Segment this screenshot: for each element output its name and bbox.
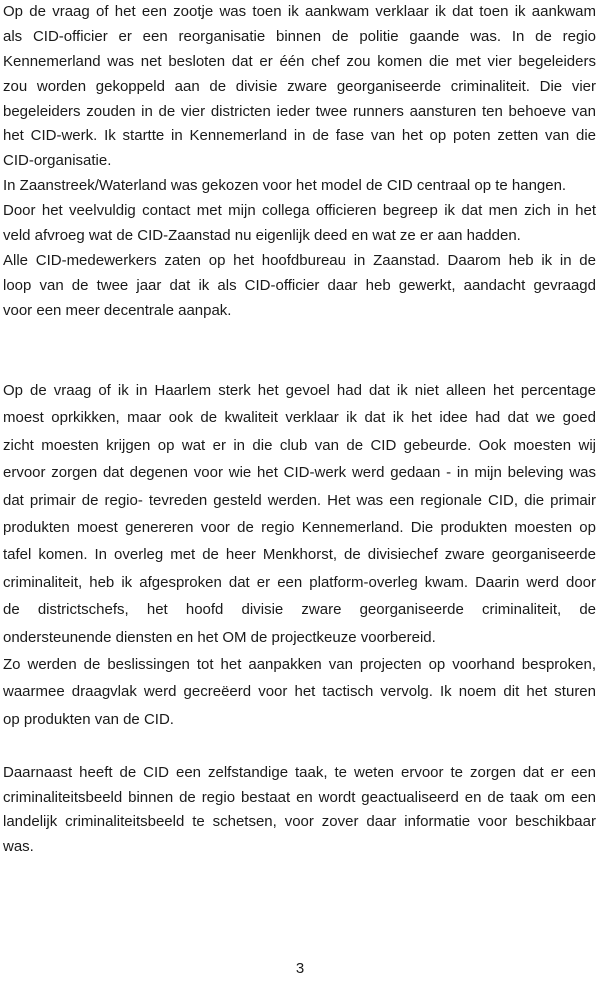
paragraph-3 [3, 761, 596, 860]
text-line: waarmee draagvlak werd gecreëerd voor het tactisch vervolg. Ik noem dit het sturen [3, 683, 596, 701]
text-line: produkten moest genereren voor de regio Kennemerland. Die produkten moesten op [3, 518, 596, 536]
text-line: begeleiders zouden in de vier districten ieder twee runners aansturen ten behoeve van [3, 102, 596, 120]
text-line: Op de vraag of ik in Haarlem sterk het gevoel had dat ik niet alleen het percentage [3, 382, 596, 399]
text-line: ondersteunende diensten en het OM de projectkeuze voorbereid. [3, 628, 436, 646]
paragraph-2 [3, 377, 596, 733]
text-line: veld afvroeg wat de CID-Zaanstad nu eigenlijk deed en wat ze er aan hadden. [3, 227, 521, 245]
text-line: criminaliteitsbeeld binnen de regio bestaat en wordt geactualiseerd en de taak om een [3, 788, 596, 806]
text-line: In Zaanstreek/Waterland was gekozen voor het model de CID centraal op te hangen. [3, 177, 567, 195]
text-line: dat primair de regio- tevreden gesteld werden. Het was een regionale CID, die primair [3, 491, 596, 509]
text-line: Alle CID-medewerkers zaten op het hoofdbureau in Zaanstad. Daarom heb ik in de [3, 251, 596, 269]
text-line: het CID-werk. Ik startte in Kennemerland in de fase van het op poten zetten van die [3, 127, 596, 145]
text-line: zou worden gekoppeld aan de divisie zware georganiseerde criminaliteit. Die vier [3, 77, 596, 95]
text-line: was. [3, 838, 34, 856]
text-line: landelijk criminaliteitsbeeld te schetsen, voor zover daar informatie voor beschikbaar [3, 813, 596, 831]
page-number: 3 [295, 960, 305, 977]
text-line: ervoor zorgen dat degenen voor wie het CID-werk werd gedaan - in mijn beleving was [3, 464, 596, 482]
text-line: als CID-officier er een reorganisatie binnen de politie gaande was. In de regio [3, 27, 596, 45]
text-line: tafel komen. In overleg met de heer Menkhorst, de divisiechef zware georganiseerde [3, 546, 596, 564]
paragraph-1 [3, 0, 596, 324]
text-line: CID-organisatie. [3, 152, 112, 170]
text-line: loop van de twee jaar dat ik als CID-officier daar heb gewerkt, aandacht gevraagd [3, 276, 596, 294]
text-line: zicht moesten krijgen op wat er in die club van de CID gebeurde. Ook moesten wij [3, 436, 596, 454]
text-line: Op de vraag of het een zootje was toen ik aankwam verklaar ik dat toen ik aankwam [3, 3, 596, 20]
text-line: de districtschefs, het hoofd divisie zware georganiseerde criminaliteit, de [3, 601, 596, 619]
text-line: Zo werden de beslissingen tot het aanpakken van projecten op voorhand besproken, [3, 655, 596, 673]
text-line: Kennemerland was net besloten dat er één chef zou komen die met vier begeleiders [3, 52, 596, 70]
text-line: moest oprkikken, maar ook de kwaliteit verklaar ik dat ik het idee had dat we goed [3, 409, 596, 427]
text-line: Door het veelvuldig contact met mijn collega officieren begreep ik dat men zich in het [3, 202, 596, 220]
text-line: op produkten van de CID. [3, 710, 174, 728]
text-line: criminaliteit, heb ik afgesproken dat er een platform-overleg kwam. Daarin werd door [3, 573, 596, 591]
text-line: Daarnaast heeft de CID een zelfstandige taak, te weten ervoor te zorgen dat er een [3, 764, 596, 781]
text-line: voor een meer decentrale aanpak. [3, 301, 232, 319]
